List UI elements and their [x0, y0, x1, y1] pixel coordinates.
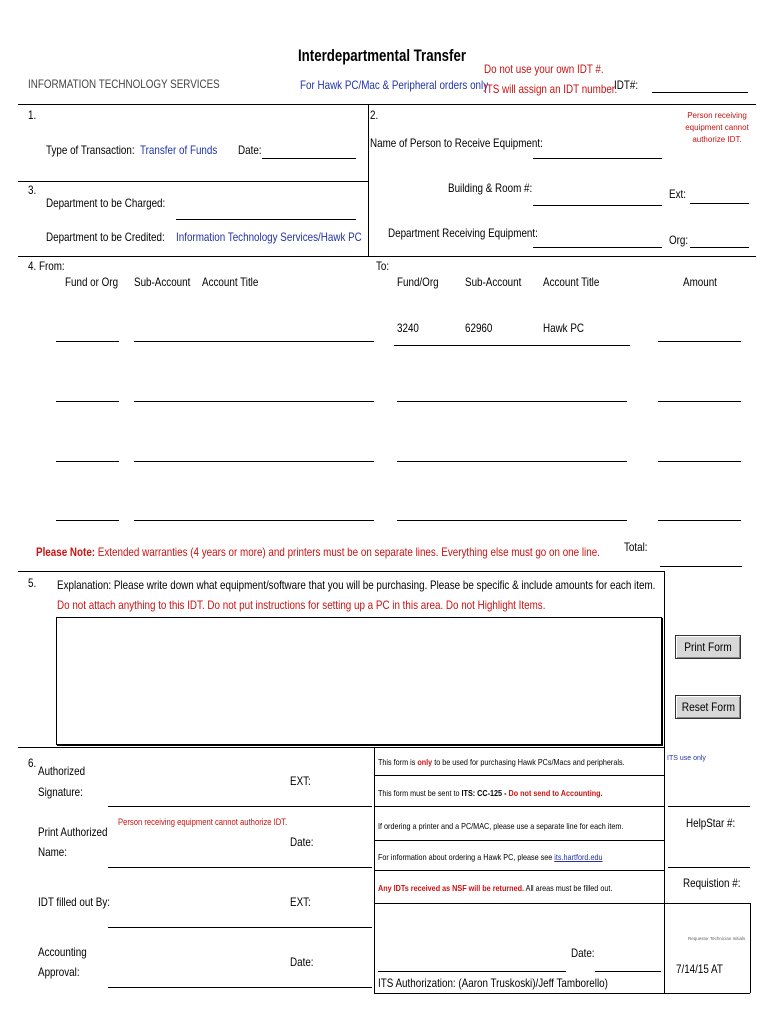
ext-field[interactable]: [690, 203, 749, 204]
its-use-field[interactable]: [668, 806, 750, 807]
its-link[interactable]: its.hartford.edu: [554, 852, 603, 862]
transaction-type-label: Type of Transaction:: [46, 143, 135, 157]
requisition-label: Requistion #:: [683, 876, 741, 890]
total-field[interactable]: [660, 566, 742, 567]
date-1-label: Date:: [290, 835, 314, 849]
its-rule: [664, 903, 750, 904]
its-authorization-label: ITS Authorization: (Aaron Truskoski)/Jeff Tamborello): [378, 976, 608, 990]
signature-field[interactable]: [108, 806, 372, 807]
from-account-field[interactable]: [134, 461, 374, 462]
helpstar-label: HelpStar #:: [686, 816, 736, 830]
section-3-number: 3.: [28, 183, 37, 197]
please-note: Please Note: Extended warranties (4 years or more) and printers must be on separate lines. Everything else must go on one line.: [36, 545, 600, 559]
explanation-textarea[interactable]: [56, 617, 662, 745]
org-label: Org:: [669, 233, 689, 247]
from-account-field[interactable]: [134, 520, 374, 521]
fund-or-org-header: Fund or Org: [65, 275, 119, 289]
info-rule-2: [374, 806, 664, 807]
from-sub-account-header: Sub-Account: [134, 275, 191, 289]
explanation-label: Explanation: Please write down what equipment/software that you will be purchasing. Please be specific & include amounts for each item.: [57, 578, 656, 592]
receiver-note: Person receiving equipment cannot authorize IDT.: [685, 111, 749, 144]
filled-by-field[interactable]: [108, 927, 372, 928]
building-room-label: Building & Room #:: [448, 181, 533, 195]
from-account-field[interactable]: [134, 401, 374, 402]
stamp-box-edge: [750, 903, 751, 993]
authorized-label: Authorized: [38, 764, 86, 778]
authorize-note: Person receiving equipment cannot authorize IDT.: [118, 817, 288, 827]
idt-warning-2: ITS will assign an IDT number.: [484, 82, 618, 96]
info-line-1: This form is only to be used for purchasing Hawk PCs/Macs and peripherals.: [378, 757, 625, 767]
receiver-name-field[interactable]: [533, 158, 662, 159]
section-5-rule: [18, 571, 664, 572]
its-use-label: ITS use only: [667, 755, 706, 762]
to-label: To:: [376, 259, 390, 273]
its-date-label: Date:: [571, 946, 595, 960]
amount-header: Amount: [683, 275, 717, 289]
total-label: Total:: [624, 540, 648, 554]
stamp-text: Requestor Technician Initials: [688, 936, 746, 941]
helpstar-field[interactable]: [668, 867, 750, 868]
its-auth-field[interactable]: [378, 971, 566, 972]
signature-label: Signature:: [38, 785, 83, 799]
to-account-field[interactable]: [397, 401, 627, 402]
top-rule: [18, 104, 756, 105]
dept-credited-value: Information Technology Services/Hawk PC: [176, 230, 362, 244]
from-fund-field[interactable]: [56, 401, 119, 402]
to-fund-org-header: Fund/Org: [397, 275, 439, 289]
from-fund-field[interactable]: [56, 341, 119, 342]
section-6-number: 6.: [28, 756, 37, 770]
amount-field[interactable]: [658, 401, 741, 402]
from-fund-field[interactable]: [56, 520, 119, 521]
to-account-field[interactable]: [397, 461, 627, 462]
to-account-field[interactable]: [394, 345, 630, 346]
date-2-label: Date:: [290, 955, 314, 969]
org-field[interactable]: [690, 247, 749, 248]
print-form-button[interactable]: Print Form: [675, 635, 741, 659]
approval-label: Approval:: [38, 965, 80, 979]
amount-field[interactable]: [658, 341, 741, 342]
from-account-title-header: Account Title: [202, 275, 259, 289]
section-5-number: 5.: [28, 576, 37, 590]
to-account-title-value: Hawk PC: [543, 321, 585, 335]
amount-field[interactable]: [658, 461, 741, 462]
to-sub-account-value: 62960: [465, 321, 493, 335]
section-6-rule: [18, 747, 664, 748]
from-label: 4. From:: [28, 259, 65, 273]
section-1-number: 1.: [28, 108, 37, 122]
from-fund-field[interactable]: [56, 461, 119, 462]
info-line-5: Any IDTs received as NSF will be returned. All areas must be filled out.: [378, 883, 613, 893]
ext-2-label: EXT:: [290, 895, 311, 909]
to-account-title-header: Account Title: [543, 275, 600, 289]
idt-warning-1: Do not use your own IDT #.: [484, 62, 604, 76]
info-line-4: For information about ordering a Hawk PC, please see its.hartford.edu: [378, 852, 603, 862]
to-account-field[interactable]: [397, 520, 627, 521]
filled-by-label: IDT filled out By:: [38, 895, 111, 909]
accounting-approval-field[interactable]: [108, 987, 372, 988]
transaction-type-value: Transfer of Funds: [140, 143, 218, 157]
form-title: Interdepartmental Transfer: [298, 46, 467, 65]
info-rule-3: [374, 840, 664, 841]
receiver-name-label: Name of Person to Receive Equipment:: [370, 136, 543, 150]
dept-credited-label: Department to be Credited:: [46, 230, 165, 244]
from-account-field[interactable]: [134, 341, 374, 342]
its-column-divider: [664, 747, 665, 993]
explanation-warning: Do not attach anything to this IDT. Do not put instructions for setting up a PC in this area. Do not Highlight Items.: [57, 598, 546, 612]
org-name: INFORMATION TECHNOLOGY SERVICES: [28, 77, 220, 91]
ext-label: Ext:: [669, 187, 686, 201]
info-rule-4: [374, 870, 664, 871]
info-line-2: This form must be sent to ITS: CC-125 - Do not send to Accounting.: [378, 788, 603, 798]
section-3-rule: [18, 181, 368, 182]
form-subtitle: For Hawk PC/Mac & Peripheral orders only: [300, 78, 489, 92]
dept-receiving-field[interactable]: [533, 247, 662, 248]
section-2-number: 2.: [370, 108, 379, 122]
info-line-3: If ordering a printer and a PC/MAC, please use a separate line for each item.: [378, 821, 624, 831]
print-name-field[interactable]: [108, 867, 372, 868]
section-4-rule: [18, 256, 756, 257]
form-version: 7/14/15 AT: [676, 962, 723, 976]
amount-field[interactable]: [658, 520, 741, 521]
reset-form-button[interactable]: Reset Form: [675, 695, 741, 719]
to-fund-value: 3240: [397, 321, 419, 335]
idt-label: IDT#:: [614, 78, 639, 92]
info-rule-1: [374, 775, 664, 776]
dept-charged-field[interactable]: [176, 219, 356, 220]
section-divider: [368, 104, 369, 256]
to-sub-account-header: Sub-Account: [465, 275, 522, 289]
name-label: Name:: [38, 845, 67, 859]
idt-number-field[interactable]: [652, 92, 748, 93]
ext-1-label: EXT:: [290, 774, 311, 788]
bottom-rule: [374, 993, 750, 994]
section-5-divider: [664, 571, 665, 747]
its-date-field[interactable]: [595, 971, 661, 972]
info-rule-5: [374, 903, 664, 904]
print-authorized-label: Print Authorized: [38, 825, 108, 839]
dept-receiving-label: Department Receiving Equipment:: [388, 226, 538, 240]
accounting-label: Accounting: [38, 945, 87, 959]
building-room-field[interactable]: [533, 205, 662, 206]
date-field[interactable]: [262, 158, 356, 159]
date-label: Date:: [238, 143, 262, 157]
dept-charged-label: Department to be Charged:: [46, 196, 166, 210]
